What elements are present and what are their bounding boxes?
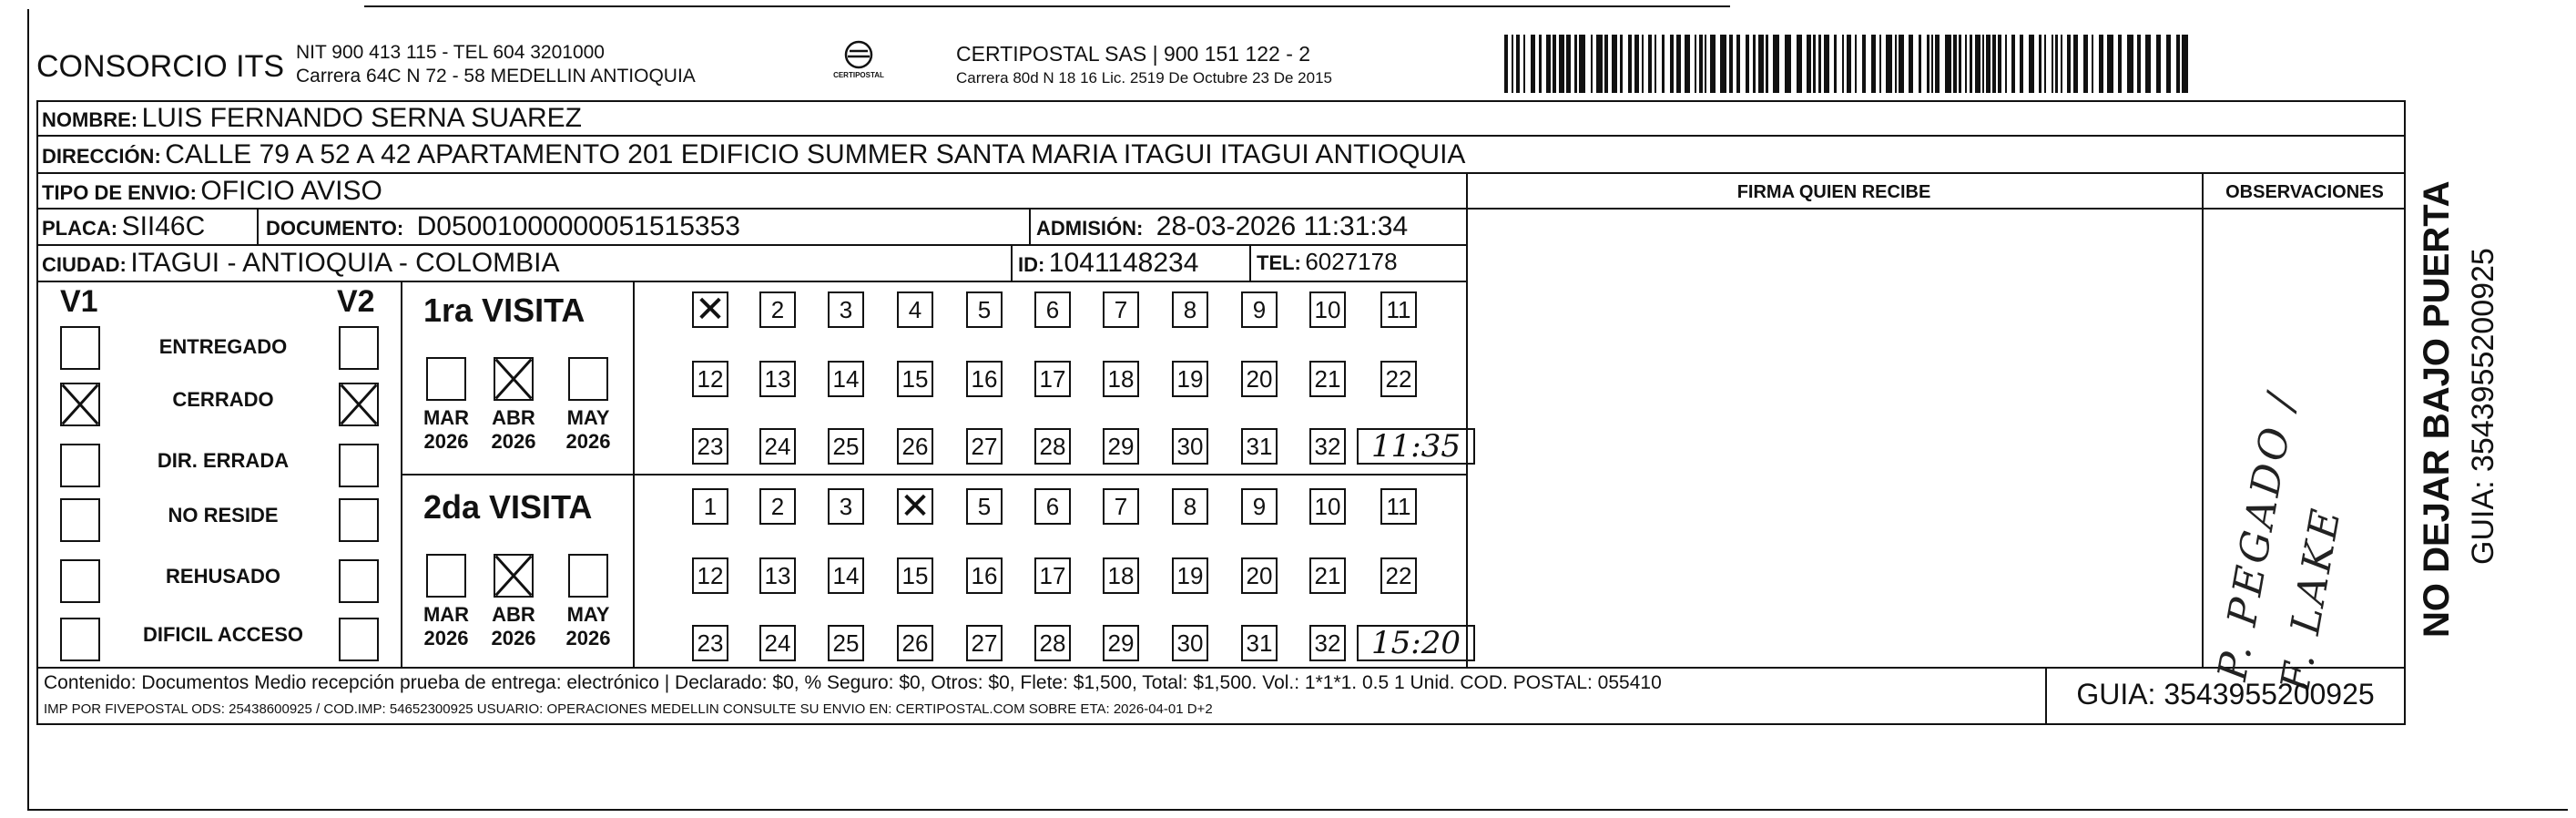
- barcode-bar: [1945, 35, 1951, 93]
- barcode-bar: [1931, 35, 1933, 93]
- barcode: [1504, 35, 2183, 93]
- v1-header: V1: [60, 284, 98, 319]
- barcode-bar: [1899, 35, 1904, 93]
- barcode-bar: [1655, 35, 1656, 93]
- barcode-bar: [1596, 35, 1603, 93]
- barcode-bar: [2137, 35, 2141, 93]
- barcode-bar: [2127, 35, 2133, 93]
- ciudad-value: ITAGUI - ANTIOQUIA - COLOMBIA: [130, 248, 560, 278]
- day-1-28[interactable]: 28: [1034, 428, 1071, 465]
- barcode-bar: [1847, 35, 1851, 93]
- month-checkbox-2-1[interactable]: [494, 554, 534, 598]
- barcode-bar: [1992, 35, 1996, 93]
- day-1-7[interactable]: 7: [1103, 291, 1139, 328]
- barcode-bar: [1516, 35, 1520, 93]
- v1-checkbox-3[interactable]: [60, 498, 100, 542]
- scan-edge-left: [27, 9, 29, 811]
- footer-imp: IMP POR FIVEPOSTAL ODS: 25438600925 / COD.IMP: 54652300925 USUARIO: OPERACIONES MEDELLIN CONSULTE SU ENVIO EN: CERTIPOSTAL.COM SOBRE ETA: 2026-04-01 D+2: [44, 701, 1213, 717]
- barcode-bar: [2092, 35, 2093, 93]
- v2-checkbox-5[interactable]: [339, 618, 379, 661]
- status-label-4: REHUSADO: [166, 565, 280, 588]
- day-1-11[interactable]: 11: [1380, 291, 1417, 328]
- barcode-bar: [1773, 35, 1779, 93]
- certipostal-address: Carrera 80d N 18 16 Lic. 2519 De Octubre 23 De 2015: [956, 69, 1332, 87]
- day-1-25[interactable]: 25: [828, 428, 864, 465]
- barcode-bar: [1710, 35, 1716, 93]
- barcode-bar: [1736, 35, 1740, 93]
- barcode-bar: [1512, 35, 1513, 93]
- placa-label: PLACA:: [42, 217, 118, 240]
- v2-checkbox-0[interactable]: [339, 326, 379, 370]
- barcode-bar: [1685, 35, 1690, 93]
- v2-checkbox-1[interactable]: [339, 383, 379, 426]
- day-2-21[interactable]: 21: [1309, 557, 1346, 594]
- handwritten-notes: P. PEGADO / F. LAKE: [2209, 387, 2351, 695]
- id-field: [1018, 248, 1198, 279]
- barcode-bar: [2073, 35, 2078, 93]
- barcode-bar: [2099, 35, 2103, 93]
- day-2-23[interactable]: 23: [692, 625, 728, 661]
- day-1-24[interactable]: 24: [759, 428, 796, 465]
- direccion-value: CALLE 79 A 52 A 42 APARTAMENTO 201 EDIFICIO SUMMER SANTA MARIA ITAGUI ITAGUI ANTIOQUIA: [165, 139, 1466, 169]
- month-checkbox-2-2[interactable]: [568, 554, 608, 598]
- tipo-envio-value: OFICIO AVISO: [200, 176, 382, 206]
- day-2-6[interactable]: 6: [1034, 488, 1071, 525]
- day-2-13[interactable]: 13: [759, 557, 796, 594]
- id-value: 1041148234: [1048, 248, 1199, 278]
- day-1-29[interactable]: 29: [1103, 428, 1139, 465]
- day-1-19[interactable]: 19: [1172, 361, 1208, 397]
- day-2-9[interactable]: 9: [1241, 488, 1278, 525]
- nombre-value: LUIS FERNANDO SERNA SUAREZ: [141, 103, 582, 133]
- day-1-18[interactable]: 18: [1103, 361, 1139, 397]
- v1-checkbox-0[interactable]: [60, 326, 100, 370]
- day-2-28[interactable]: 28: [1034, 625, 1071, 661]
- barcode-bar: [1504, 35, 1508, 93]
- visit-time-box-2: [1357, 625, 1475, 661]
- day-1-22[interactable]: 22: [1380, 361, 1417, 397]
- barcode-bar: [1753, 35, 1756, 93]
- barcode-bar: [1604, 35, 1608, 93]
- month-checkbox-1-0[interactable]: [426, 357, 466, 401]
- logo-text: CERTIPOSTAL: [833, 71, 884, 79]
- tel-field: [1257, 248, 1398, 276]
- barcode-bar: [2020, 35, 2023, 93]
- barcode-bar: [1566, 35, 1571, 93]
- month-checkbox-1-2[interactable]: [568, 357, 608, 401]
- v1-checkbox-5[interactable]: [60, 618, 100, 661]
- barcode-bar: [1539, 35, 1542, 93]
- status-label-5: DIFICIL ACCESO: [142, 623, 303, 646]
- visit-time-2: 15:20: [1371, 625, 1461, 661]
- day-2-30[interactable]: 30: [1172, 625, 1208, 661]
- day-2-7[interactable]: 7: [1103, 488, 1139, 525]
- barcode-bar: [1670, 35, 1674, 93]
- day-2-31[interactable]: 31: [1241, 625, 1278, 661]
- scan-edge-bottom: [27, 809, 2568, 811]
- barcode-bar: [2005, 35, 2007, 93]
- day-1-10[interactable]: 10: [1309, 291, 1346, 328]
- barcode-bar: [1886, 35, 1892, 93]
- barcode-bar: [1975, 35, 1980, 93]
- barcode-bar: [1553, 35, 1556, 93]
- barcode-bar: [1705, 35, 1706, 93]
- day-1-6[interactable]: 6: [1034, 291, 1071, 328]
- barcode-bar: [1546, 35, 1551, 93]
- status-label-3: NO RESIDE: [168, 504, 279, 527]
- barcode-bar: [1998, 35, 2001, 93]
- day-2-14[interactable]: 14: [828, 557, 864, 594]
- barcode-bar: [1855, 35, 1857, 93]
- day-1-12[interactable]: 12: [692, 361, 728, 397]
- day-1-31[interactable]: 31: [1241, 428, 1278, 465]
- barcode-bar: [1879, 35, 1881, 93]
- month-label-1-2: MAY: [566, 406, 610, 429]
- barcode-bar: [2029, 35, 2034, 93]
- ciudad-field: [42, 248, 560, 279]
- barcode-bar: [1746, 35, 1749, 93]
- barcode-bar: [2044, 35, 2046, 93]
- admision-value: 28-03-2026 11:31:34: [1156, 211, 1409, 241]
- nombre-field: [42, 103, 582, 134]
- barcode-bar: [1559, 35, 1564, 93]
- placa-value: SII46C: [121, 211, 206, 241]
- barcode-bar: [1919, 35, 1921, 93]
- day-2-3[interactable]: 3: [828, 488, 864, 525]
- admision-label: ADMISIÓN:: [1036, 217, 1144, 240]
- barcode-bar: [1720, 35, 1726, 93]
- tel-value: 6027178: [1305, 248, 1398, 275]
- v2-checkbox-2[interactable]: [339, 444, 379, 487]
- company-nit: NIT 900 413 115 - TEL 604 3201000: [296, 42, 605, 63]
- day-1-1[interactable]: [692, 291, 728, 328]
- day-1-13[interactable]: 13: [759, 361, 796, 397]
- day-2-1[interactable]: 1: [692, 488, 728, 525]
- barcode-bar: [1959, 35, 1961, 93]
- barcode-bar: [1986, 35, 1991, 93]
- day-1-8[interactable]: 8: [1172, 291, 1208, 328]
- day-1-9[interactable]: 9: [1241, 291, 1278, 328]
- v1-checkbox-1[interactable]: [60, 383, 100, 426]
- month-year-2-2: 2026: [565, 627, 611, 649]
- visit-title-2: 2da VISITA: [423, 488, 593, 526]
- barcode-bar: [1935, 35, 1940, 93]
- barcode-bar: [2156, 35, 2161, 93]
- status-label-0: ENTREGADO: [158, 335, 288, 358]
- barcode-bar: [2176, 35, 2180, 93]
- scan-edge-top: [364, 5, 1730, 7]
- day-1-15[interactable]: 15: [897, 361, 933, 397]
- month-label-2-1: ABR: [492, 603, 535, 626]
- documento-label: DOCUMENTO:: [266, 217, 404, 240]
- barcode-bar: [1620, 35, 1623, 93]
- company-name: CONSORCIO ITS: [36, 49, 285, 84]
- v2-checkbox-3[interactable]: [339, 498, 379, 542]
- barcode-bar: [1965, 35, 1967, 93]
- placa-field: [42, 211, 205, 242]
- documento-field: [266, 211, 740, 242]
- day-2-4[interactable]: [897, 488, 933, 525]
- day-2-32[interactable]: 32: [1309, 625, 1346, 661]
- barcode-bar: [1642, 35, 1644, 93]
- barcode-bar: [1612, 35, 1617, 93]
- v2-checkbox-4[interactable]: [339, 559, 379, 603]
- month-label-2-0: MAR: [423, 603, 470, 626]
- side-guia: GUIA: 3543955200925: [2466, 248, 2500, 565]
- visit-time-box-1: [1357, 428, 1475, 465]
- admision-field: [1036, 211, 1408, 242]
- day-2-16[interactable]: 16: [966, 557, 1003, 594]
- direccion-label: DIRECCIÓN:: [42, 145, 161, 168]
- day-2-22[interactable]: 22: [1380, 557, 1417, 594]
- barcode-bar: [1579, 35, 1585, 93]
- barcode-bar: [1953, 35, 1957, 93]
- day-1-14[interactable]: 14: [828, 361, 864, 397]
- barcode-bar: [1591, 35, 1593, 93]
- month-year-1-0: 2026: [423, 430, 469, 453]
- barcode-bar: [1729, 35, 1733, 93]
- v1-checkbox-4[interactable]: [60, 559, 100, 603]
- day-2-5[interactable]: 5: [966, 488, 1003, 525]
- footer-contenido: Contenido: Documentos Medio recepción prueba de entrega: electrónico | Declarado: $0, % Seguro: $0, Otros: $0, Flete: $1,500, Total: $1,500. Vol.: 1*1*1. 0.5 1 Unid. COD. POSTAL: 055410: [44, 672, 1662, 693]
- day-1-30[interactable]: 30: [1172, 428, 1208, 465]
- barcode-bar: [1862, 35, 1866, 93]
- barcode-bar: [1695, 35, 1696, 93]
- barcode-bar: [1797, 35, 1802, 93]
- barcode-bar: [1834, 35, 1837, 93]
- observaciones-label: OBSERVACIONES: [2225, 182, 2384, 202]
- barcode-bar: [2052, 35, 2053, 93]
- barcode-bar: [1634, 35, 1639, 93]
- certipostal-name: CERTIPOSTAL SAS | 900 151 122 - 2: [956, 42, 1311, 66]
- tel-label: TEL:: [1257, 251, 1301, 274]
- barcode-bar: [1758, 35, 1764, 93]
- barcode-bar: [1531, 35, 1535, 93]
- barcode-bar: [1766, 35, 1768, 93]
- barcode-bar: [2039, 35, 2041, 93]
- barcode-bar: [1909, 35, 1913, 93]
- day-2-27[interactable]: 27: [966, 625, 1003, 661]
- day-1-3[interactable]: 3: [828, 291, 864, 328]
- observaciones-handwriting: [2209, 346, 2395, 695]
- v1-checkbox-2[interactable]: [60, 444, 100, 487]
- day-2-20[interactable]: 20: [1241, 557, 1278, 594]
- barcode-bar: [2061, 35, 2062, 93]
- barcode-bar: [1895, 35, 1897, 93]
- day-1-17[interactable]: 17: [1034, 361, 1071, 397]
- barcode-bar: [1927, 35, 1929, 93]
- barcode-bar: [2067, 35, 2071, 93]
- day-2-29[interactable]: 29: [1103, 625, 1139, 661]
- day-1-16[interactable]: 16: [966, 361, 1003, 397]
- barcode-bar: [1982, 35, 1984, 93]
- barcode-bar: [1699, 35, 1703, 93]
- barcode-bar: [1648, 35, 1652, 93]
- month-year-1-2: 2026: [565, 430, 611, 453]
- month-year-1-1: 2026: [491, 430, 536, 453]
- status-label-1: CERRADO: [172, 388, 274, 411]
- barcode-bar: [1676, 35, 1681, 93]
- day-1-4[interactable]: 4: [897, 291, 933, 328]
- barcode-bar: [2107, 35, 2113, 93]
- barcode-bar: [1970, 35, 1972, 93]
- day-1-23[interactable]: 23: [692, 428, 728, 465]
- day-1-21[interactable]: 21: [1309, 361, 1346, 397]
- status-label-2: DIR. ERRADA: [157, 449, 290, 472]
- certipostal-logo: [833, 36, 884, 86]
- barcode-bar: [1574, 35, 1577, 93]
- month-label-2-2: MAY: [566, 603, 610, 626]
- day-2-26[interactable]: 26: [897, 625, 933, 661]
- documento-value: D05001000000051515353: [416, 211, 740, 241]
- month-checkbox-2-0[interactable]: [426, 554, 466, 598]
- day-1-20[interactable]: 20: [1241, 361, 1278, 397]
- day-1-27[interactable]: 27: [966, 428, 1003, 465]
- month-year-2-0: 2026: [423, 627, 469, 649]
- barcode-bar: [2166, 35, 2171, 93]
- no-dejar-bajo-puerta: NO DEJAR BAJO PUERTA: [2417, 180, 2457, 638]
- day-2-15[interactable]: 15: [897, 557, 933, 594]
- barcode-bar: [1824, 35, 1829, 93]
- day-2-8[interactable]: 8: [1172, 488, 1208, 525]
- barcode-bar: [2145, 35, 2151, 93]
- day-2-10[interactable]: 10: [1309, 488, 1346, 525]
- barcode-bar: [1807, 35, 1811, 93]
- barcode-bar: [1842, 35, 1844, 93]
- month-year-2-1: 2026: [491, 627, 536, 649]
- month-checkbox-1-1[interactable]: [494, 357, 534, 401]
- barcode-bar: [1523, 35, 1525, 93]
- day-1-32[interactable]: 32: [1309, 428, 1346, 465]
- day-2-25[interactable]: 25: [828, 625, 864, 661]
- nombre-label: NOMBRE:: [42, 108, 138, 131]
- tipo-envio-label: TIPO DE ENVIO:: [42, 181, 197, 204]
- day-2-17[interactable]: 17: [1034, 557, 1071, 594]
- day-2-24[interactable]: 24: [759, 625, 796, 661]
- barcode-bar: [2011, 35, 2015, 93]
- barcode-bar: [2118, 35, 2122, 93]
- visit-title-1: 1ra VISITA: [423, 291, 585, 329]
- barcode-bar: [2182, 35, 2188, 93]
- tipo-envio-field: [42, 176, 382, 207]
- barcode-bar: [1871, 35, 1876, 93]
- barcode-bar: [2083, 35, 2088, 93]
- day-2-12[interactable]: 12: [692, 557, 728, 594]
- footer-guia: GUIA: 3543955200925: [2076, 678, 2375, 711]
- barcode-bar: [1662, 35, 1665, 93]
- day-2-2[interactable]: 2: [759, 488, 796, 525]
- direccion-field: [42, 139, 1465, 170]
- day-2-18[interactable]: 18: [1103, 557, 1139, 594]
- barcode-bar: [1628, 35, 1632, 93]
- barcode-bar: [1818, 35, 1821, 93]
- day-1-26[interactable]: 26: [897, 428, 933, 465]
- id-label: ID:: [1018, 253, 1045, 276]
- barcode-bar: [1785, 35, 1791, 93]
- visit-time-1: 11:35: [1371, 428, 1461, 465]
- day-1-5[interactable]: 5: [966, 291, 1003, 328]
- firma-quien-recibe-label: FIRMA QUIEN RECIBE: [1736, 182, 1931, 202]
- v2-header: V2: [337, 284, 375, 319]
- ciudad-label: CIUDAD:: [42, 253, 127, 276]
- month-label-1-0: MAR: [423, 406, 470, 429]
- month-label-1-1: ABR: [492, 406, 535, 429]
- company-address: Carrera 64C N 72 - 58 MEDELLIN ANTIOQUIA: [296, 66, 696, 87]
- day-1-2[interactable]: 2: [759, 291, 796, 328]
- day-2-11[interactable]: 11: [1380, 488, 1417, 525]
- day-2-19[interactable]: 19: [1172, 557, 1208, 594]
- barcode-bar: [1813, 35, 1816, 93]
- barcode-bar: [2055, 35, 2058, 93]
